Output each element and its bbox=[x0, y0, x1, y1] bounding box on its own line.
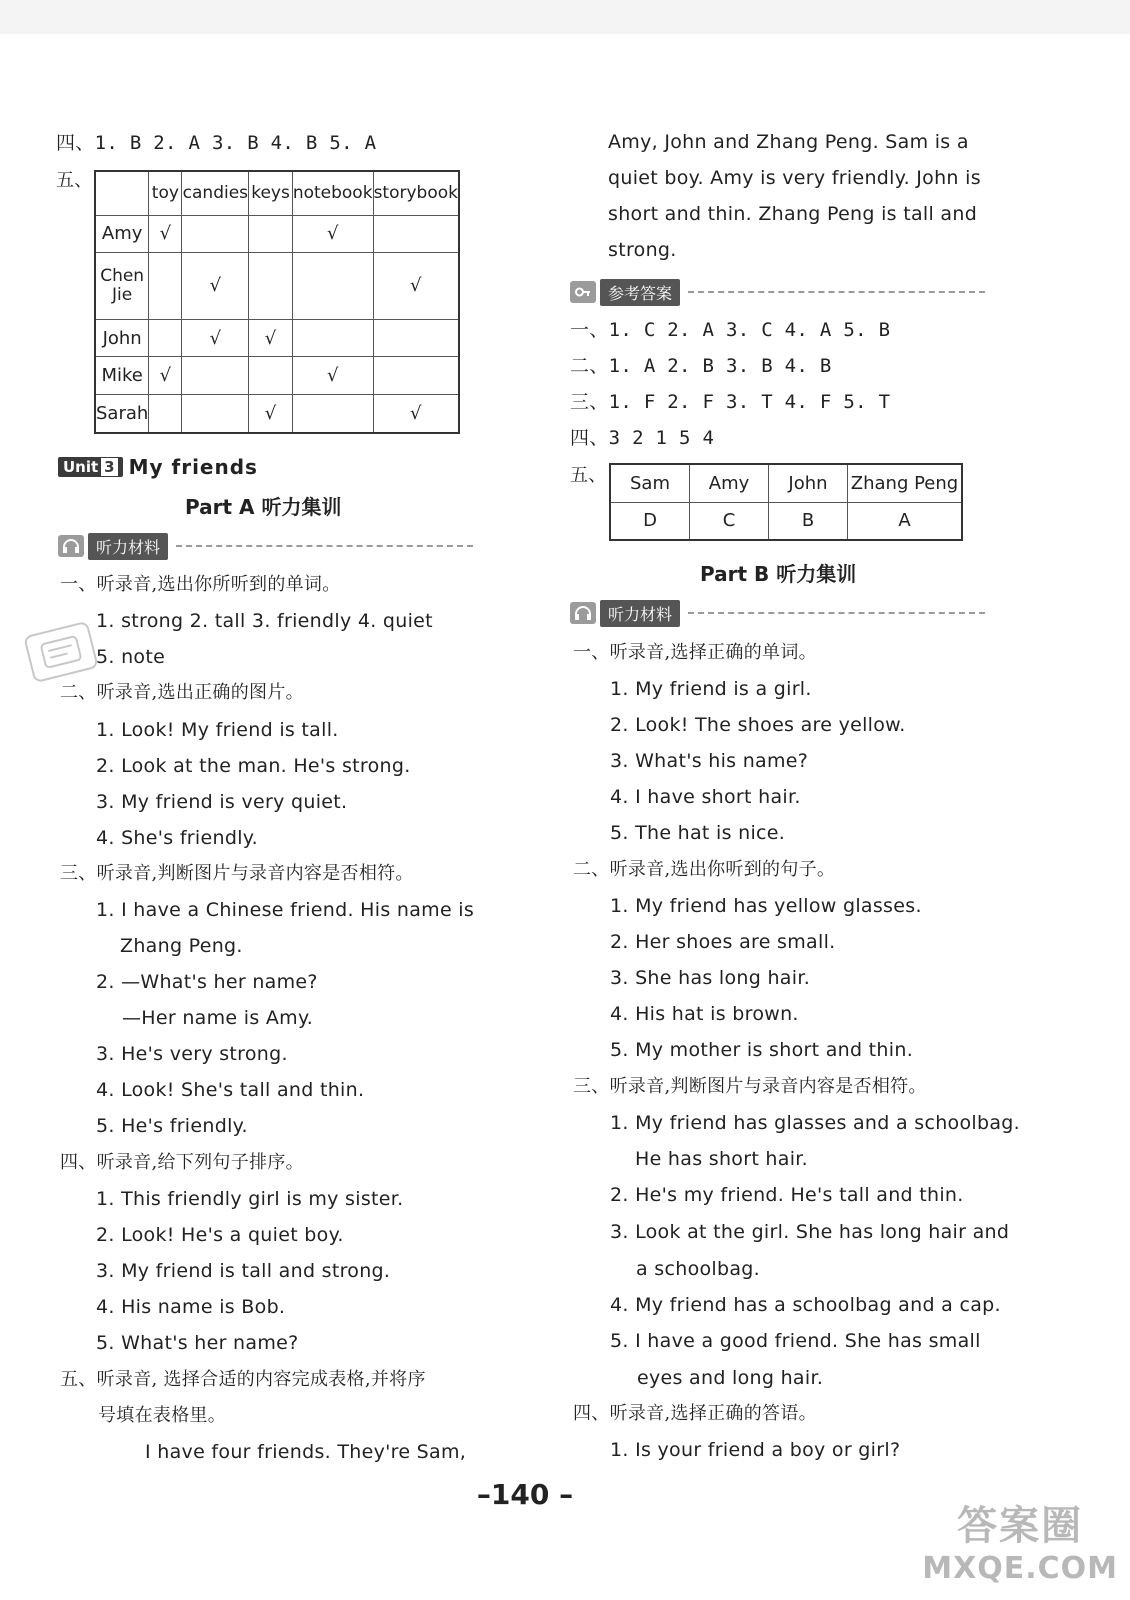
transcript-line: Zhang Peng. bbox=[120, 935, 243, 957]
transcript-line: 2. Her shoes are small. bbox=[610, 931, 836, 953]
transcript-line: —Her name is Amy. bbox=[122, 1007, 314, 1029]
transcript-line: 3. What's his name? bbox=[610, 750, 809, 772]
check-cell bbox=[149, 253, 182, 320]
transcript-line: 5. My mother is short and thin. bbox=[610, 1039, 914, 1061]
table-cell: B bbox=[769, 502, 848, 540]
transcript-line: 1. Is your friend a boy or girl? bbox=[610, 1439, 901, 1461]
check-cell bbox=[292, 319, 373, 357]
answer-table-left bbox=[94, 170, 460, 434]
transcript-line: quiet boy. Amy is very friendly. John is bbox=[608, 167, 981, 189]
answer-table-right bbox=[609, 463, 963, 541]
question-heading: 一、听录音,选择正确的单词。 bbox=[573, 642, 817, 663]
table-header-cell: Amy bbox=[690, 464, 769, 502]
answer-label-5: 五、 bbox=[570, 465, 607, 486]
table-header-cell: toy bbox=[149, 171, 182, 215]
question-heading: 四、听录音,选择正确的答语。 bbox=[573, 1403, 817, 1424]
answer-label-5: 五、 bbox=[56, 170, 93, 191]
part-a-title: Part A 听力集训 bbox=[185, 495, 342, 519]
question-heading: 二、听录音,选出正确的图片。 bbox=[60, 682, 304, 703]
check-cell bbox=[149, 395, 182, 434]
transcript-line: 5. note bbox=[96, 646, 166, 668]
question-heading: 二、听录音,选出你听到的句子。 bbox=[573, 859, 836, 880]
check-cell bbox=[373, 357, 459, 395]
table-row bbox=[95, 395, 459, 434]
section-bar-left bbox=[58, 533, 473, 559]
transcript-line: 4. His name is Bob. bbox=[96, 1296, 286, 1318]
transcript-line: 2. —What's her name? bbox=[96, 971, 318, 993]
transcript-line: He has short hair. bbox=[635, 1148, 808, 1170]
table-cell: Sarah bbox=[95, 395, 149, 434]
answer-line: 二、1. A 2. B 3. B 4. B bbox=[570, 355, 832, 377]
check-cell bbox=[249, 215, 293, 253]
check-cell: √ bbox=[149, 215, 182, 253]
transcript-line: 3. My friend is very quiet. bbox=[96, 791, 348, 813]
check-cell bbox=[292, 395, 373, 434]
table-cell: C bbox=[690, 502, 769, 540]
check-cell: √ bbox=[292, 215, 373, 253]
transcript-line: 1. My friend has glasses and a schoolbag. bbox=[610, 1112, 1020, 1134]
check-cell: √ bbox=[373, 395, 459, 434]
check-cell bbox=[373, 319, 459, 357]
answer-line: 一、1. C 2. A 3. C 4. A 5. B bbox=[570, 319, 891, 341]
check-cell bbox=[249, 253, 293, 320]
transcript-line: 5. What's her name? bbox=[96, 1332, 299, 1354]
headphones-icon bbox=[570, 602, 596, 624]
unit-title: My friends bbox=[128, 455, 258, 479]
table-cell: D bbox=[610, 502, 690, 540]
transcript-line: 1. Look! My friend is tall. bbox=[96, 719, 339, 741]
table-header-cell: candies bbox=[182, 171, 249, 215]
check-cell bbox=[182, 215, 249, 253]
transcript-line: 1. My friend is a girl. bbox=[610, 678, 812, 700]
transcript-line: 4. My friend has a schoolbag and a cap. bbox=[610, 1294, 1001, 1316]
answer-line-4: 四、1. B 2. A 3. B 4. B 5. A bbox=[56, 132, 377, 154]
transcript-line: 5. He's friendly. bbox=[96, 1115, 248, 1137]
transcript-line: 2. Look at the man. He's strong. bbox=[96, 755, 411, 777]
transcript-line: 4. She's friendly. bbox=[96, 827, 258, 849]
transcript-line: eyes and long hair. bbox=[637, 1367, 824, 1389]
part-b-title: Part B 听力集训 bbox=[700, 562, 857, 586]
transcript-line: 3. My friend is tall and strong. bbox=[96, 1260, 391, 1282]
check-cell bbox=[292, 253, 373, 320]
section-label: 参考答案 bbox=[600, 279, 680, 306]
transcript-line: 3. Look at the girl. She has long hair and bbox=[610, 1221, 1010, 1243]
transcript-line: 2. He's my friend. He's tall and thin. bbox=[610, 1184, 964, 1206]
dashed-divider bbox=[688, 291, 985, 293]
table-cell: Chen Jie bbox=[95, 253, 149, 320]
transcript-line: 2. Look! He's a quiet boy. bbox=[96, 1224, 344, 1246]
transcript-line: 3. She has long hair. bbox=[610, 967, 811, 989]
check-cell: √ bbox=[182, 319, 249, 357]
headphones-icon bbox=[58, 535, 84, 557]
transcript-line: 1. I have a Chinese friend. His name is bbox=[96, 899, 475, 921]
dashed-divider bbox=[688, 612, 985, 614]
table-header-cell: Sam bbox=[610, 464, 690, 502]
transcript-line: short and thin. Zhang Peng is tall and bbox=[608, 203, 978, 225]
transcript-line: 1. strong 2. tall 3. friendly 4. quiet bbox=[96, 610, 433, 632]
table-cell: John bbox=[95, 319, 149, 357]
unit-badge: Unit 3 bbox=[58, 457, 123, 477]
answer-line: 三、1. F 2. F 3. T 4. F 5. T bbox=[570, 391, 891, 413]
table-header-cell: storybook bbox=[373, 171, 459, 215]
question-heading: 四、听录音,给下列句子排序。 bbox=[60, 1152, 304, 1173]
table-row bbox=[95, 357, 459, 395]
transcript-line: 4. I have short hair. bbox=[610, 786, 801, 808]
table-row bbox=[95, 215, 459, 253]
transcript-line: strong. bbox=[608, 239, 677, 261]
check-cell: √ bbox=[249, 395, 293, 434]
table-row bbox=[610, 464, 962, 502]
check-cell bbox=[149, 319, 182, 357]
table-header-cell: notebook bbox=[292, 171, 373, 215]
question-heading: 五、听录音, 选择合适的内容完成表格,并将序 bbox=[60, 1369, 426, 1390]
section-bar-right bbox=[570, 600, 985, 626]
question-heading: 三、听录音,判断图片与录音内容是否相符。 bbox=[60, 863, 414, 884]
transcript-line: Amy, John and Zhang Peng. Sam is a bbox=[608, 131, 969, 153]
key-icon bbox=[570, 281, 596, 303]
section-bar-answers bbox=[570, 279, 985, 305]
site-watermark: 答案圈 MXQE.COM bbox=[922, 1503, 1118, 1586]
transcript-line: a schoolbag. bbox=[636, 1258, 761, 1280]
check-cell: √ bbox=[149, 357, 182, 395]
table-row bbox=[95, 253, 459, 320]
check-cell: √ bbox=[292, 357, 373, 395]
transcript-line: 1. This friendly girl is my sister. bbox=[96, 1188, 404, 1210]
check-cell: √ bbox=[373, 253, 459, 320]
transcript-line: 4. Look! She's tall and thin. bbox=[96, 1079, 365, 1101]
question-heading: 一、听录音,选出你所听到的单词。 bbox=[60, 574, 341, 595]
table-cell: A bbox=[848, 502, 963, 540]
table-header-cell bbox=[95, 171, 149, 215]
transcript-line: 4. His hat is brown. bbox=[610, 1003, 799, 1025]
check-cell bbox=[182, 357, 249, 395]
transcript-line: 5. I have a good friend. She has small bbox=[610, 1330, 981, 1352]
table-row bbox=[95, 319, 459, 357]
section-label: 听力材料 bbox=[88, 533, 168, 560]
transcript-line: 2. Look! The shoes are yellow. bbox=[610, 714, 906, 736]
transcript-line: I have four friends. They're Sam, bbox=[145, 1441, 467, 1463]
page-number: –140 – bbox=[476, 1478, 574, 1511]
unit-heading bbox=[58, 455, 258, 479]
check-cell: √ bbox=[182, 253, 249, 320]
check-cell bbox=[249, 357, 293, 395]
transcript-line: 1. My friend has yellow glasses. bbox=[610, 895, 922, 917]
check-cell bbox=[373, 215, 459, 253]
table-header-cell: keys bbox=[249, 171, 293, 215]
table-cell: Amy bbox=[95, 215, 149, 253]
transcript-line: 3. He's very strong. bbox=[96, 1043, 288, 1065]
question-heading: 三、听录音,判断图片与录音内容是否相符。 bbox=[573, 1076, 927, 1097]
check-cell: √ bbox=[249, 319, 293, 357]
table-header-cell: John bbox=[769, 464, 848, 502]
transcript-line: 5. The hat is nice. bbox=[610, 822, 786, 844]
table-cell: Mike bbox=[95, 357, 149, 395]
answer-line: 四、3 2 1 5 4 bbox=[570, 427, 715, 449]
section-label: 听力材料 bbox=[600, 600, 680, 627]
page-top-band bbox=[0, 0, 1130, 34]
question-heading-cont: 号填在表格里。 bbox=[98, 1405, 227, 1426]
dashed-divider bbox=[176, 545, 473, 547]
table-row bbox=[610, 502, 962, 540]
check-cell bbox=[182, 395, 249, 434]
stamp-graphic bbox=[23, 621, 99, 684]
table-header-cell: Zhang Peng bbox=[848, 464, 963, 502]
